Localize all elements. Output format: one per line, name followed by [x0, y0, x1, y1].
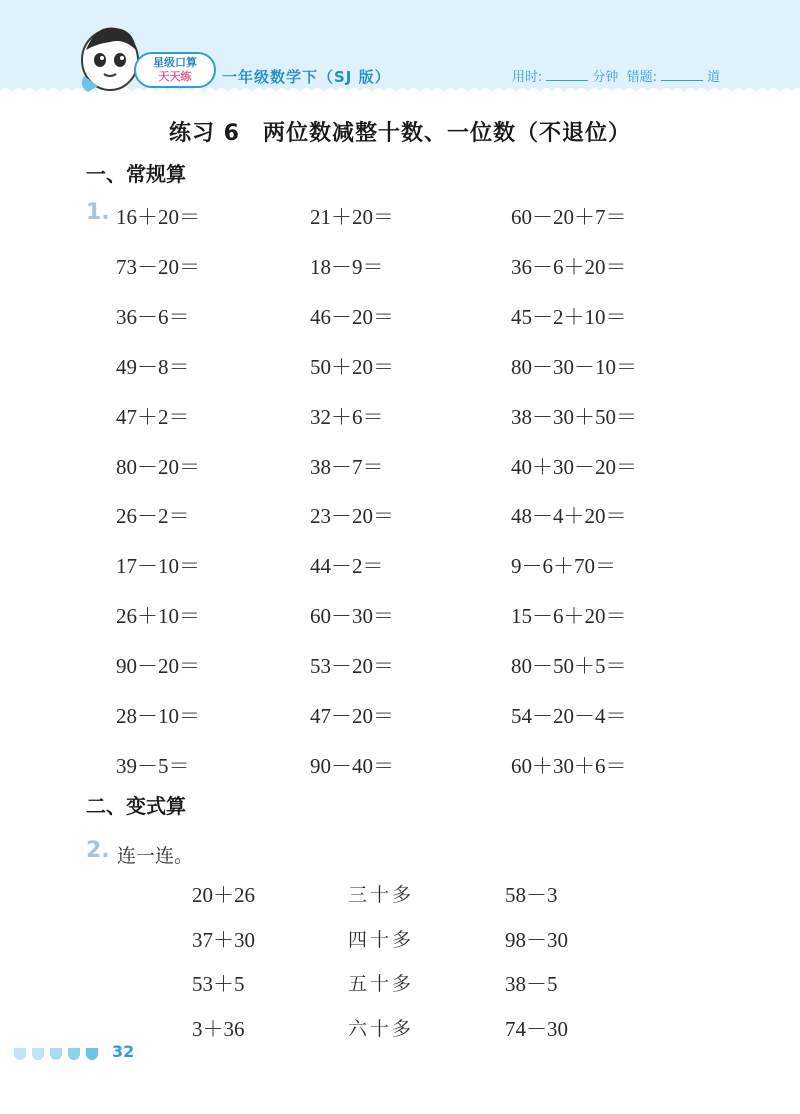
exercise-1-12: 39－5＝: [116, 753, 190, 778]
section-heading-regular: 一、常规算: [86, 162, 186, 186]
exercise-1-9: 26＋10＝: [116, 604, 200, 629]
book-title: 一年级数学下（SJ 版）: [222, 68, 391, 86]
match-middle-3: 五十多: [348, 973, 415, 995]
exercise-2-1: 21＋20＝: [310, 205, 394, 229]
exercise-3-12: 60＋30＋6＝: [511, 753, 627, 778]
section-heading-variant: 二、变式算: [86, 794, 186, 818]
exercise-3-6: 40＋30－20＝: [511, 454, 637, 479]
exercise-1-6: 80－20＝: [116, 454, 200, 479]
exercise-1-7: 26－2＝: [116, 504, 190, 529]
exercise-2-11: 47－20＝: [310, 704, 394, 728]
exercise-1-3: 36－6＝: [116, 304, 190, 329]
exercise-1-2: 73－20＝: [116, 254, 200, 279]
footer-dot: [68, 1048, 80, 1060]
exercise-3-2: 36－6＋20＝: [511, 254, 627, 279]
exercise-3-4: 80－30－10＝: [511, 354, 637, 379]
exercise-2-12: 90－40＝: [310, 753, 394, 778]
match-left-4: 3＋36: [192, 1016, 245, 1041]
errors-unit: 道: [707, 70, 721, 85]
time-blank: [546, 68, 588, 81]
match-right-1: 58－3: [505, 883, 558, 907]
exercise-2-2: 18－9＝: [310, 254, 384, 279]
match-right-4: 74－30: [505, 1016, 568, 1041]
series-logo: [134, 52, 216, 88]
match-left-3: 53＋5: [192, 972, 245, 996]
match-middle-4: 六十多: [348, 1017, 415, 1040]
exercise-2-5: 32＋6＝: [310, 404, 384, 429]
exercise-1-10: 90－20＝: [116, 654, 200, 679]
match-left-1: 20＋26: [192, 883, 255, 907]
exercise-1-11: 28－10＝: [116, 704, 200, 728]
stat-bar: [512, 66, 720, 85]
footer-dot: [86, 1048, 98, 1060]
match-left-2: 37＋30: [192, 927, 255, 952]
exercise-1-8: 17－10＝: [116, 554, 200, 579]
footer-dot: [32, 1048, 44, 1060]
match-middle-1: 三十多: [348, 884, 415, 906]
exercise-1-1: 16＋20＝: [116, 205, 200, 229]
exercise-2-7: 23－20＝: [310, 504, 394, 529]
exercise-2-4: 50＋20＝: [310, 354, 394, 379]
page-header: [0, 0, 800, 100]
footer-dot: [50, 1048, 62, 1060]
footer-dot: [14, 1048, 26, 1060]
question-number-1: 1.: [86, 200, 110, 225]
errors-blank: [661, 68, 703, 81]
question-number-2: 2.: [86, 838, 110, 863]
exercise-2-3: 46－20＝: [310, 304, 394, 329]
exercise-1-5: 47＋2＝: [116, 404, 190, 429]
page-title: 练习 6 两位数减整十数、一位数（不退位）: [169, 121, 631, 146]
instruction-text: 连一连。: [117, 845, 194, 867]
page-number: 32: [112, 1042, 135, 1061]
exercise-3-3: 45－2＋10＝: [511, 304, 627, 329]
exercise-3-1: 60－20＋7＝: [511, 205, 627, 229]
exercise-3-5: 38－30＋50＝: [511, 404, 637, 429]
exercise-3-11: 54－20－4＝: [511, 704, 627, 728]
logo-line2: 天天练: [158, 70, 192, 83]
exercise-3-7: 48－4＋20＝: [511, 504, 627, 529]
exercise-2-10: 53－20＝: [310, 654, 394, 679]
exercise-3-8: 9－6＋70＝: [511, 554, 616, 579]
errors-label: 错题:: [626, 70, 658, 85]
match-right-3: 38－5: [505, 972, 558, 996]
time-unit: 分钟: [592, 70, 619, 85]
exercise-3-10: 80－50＋5＝: [511, 654, 627, 679]
time-label: 用时:: [512, 70, 543, 85]
match-middle-2: 四十多: [348, 928, 415, 951]
exercise-3-9: 15－6＋20＝: [511, 604, 627, 629]
exercise-2-9: 60－30＝: [310, 604, 394, 629]
logo-line1: 星级口算: [153, 56, 197, 69]
match-right-2: 98－30: [505, 927, 568, 952]
exercise-1-4: 49－8＝: [116, 354, 190, 379]
exercise-2-6: 38－7＝: [310, 454, 384, 479]
exercise-2-8: 44－2＝: [310, 554, 384, 579]
